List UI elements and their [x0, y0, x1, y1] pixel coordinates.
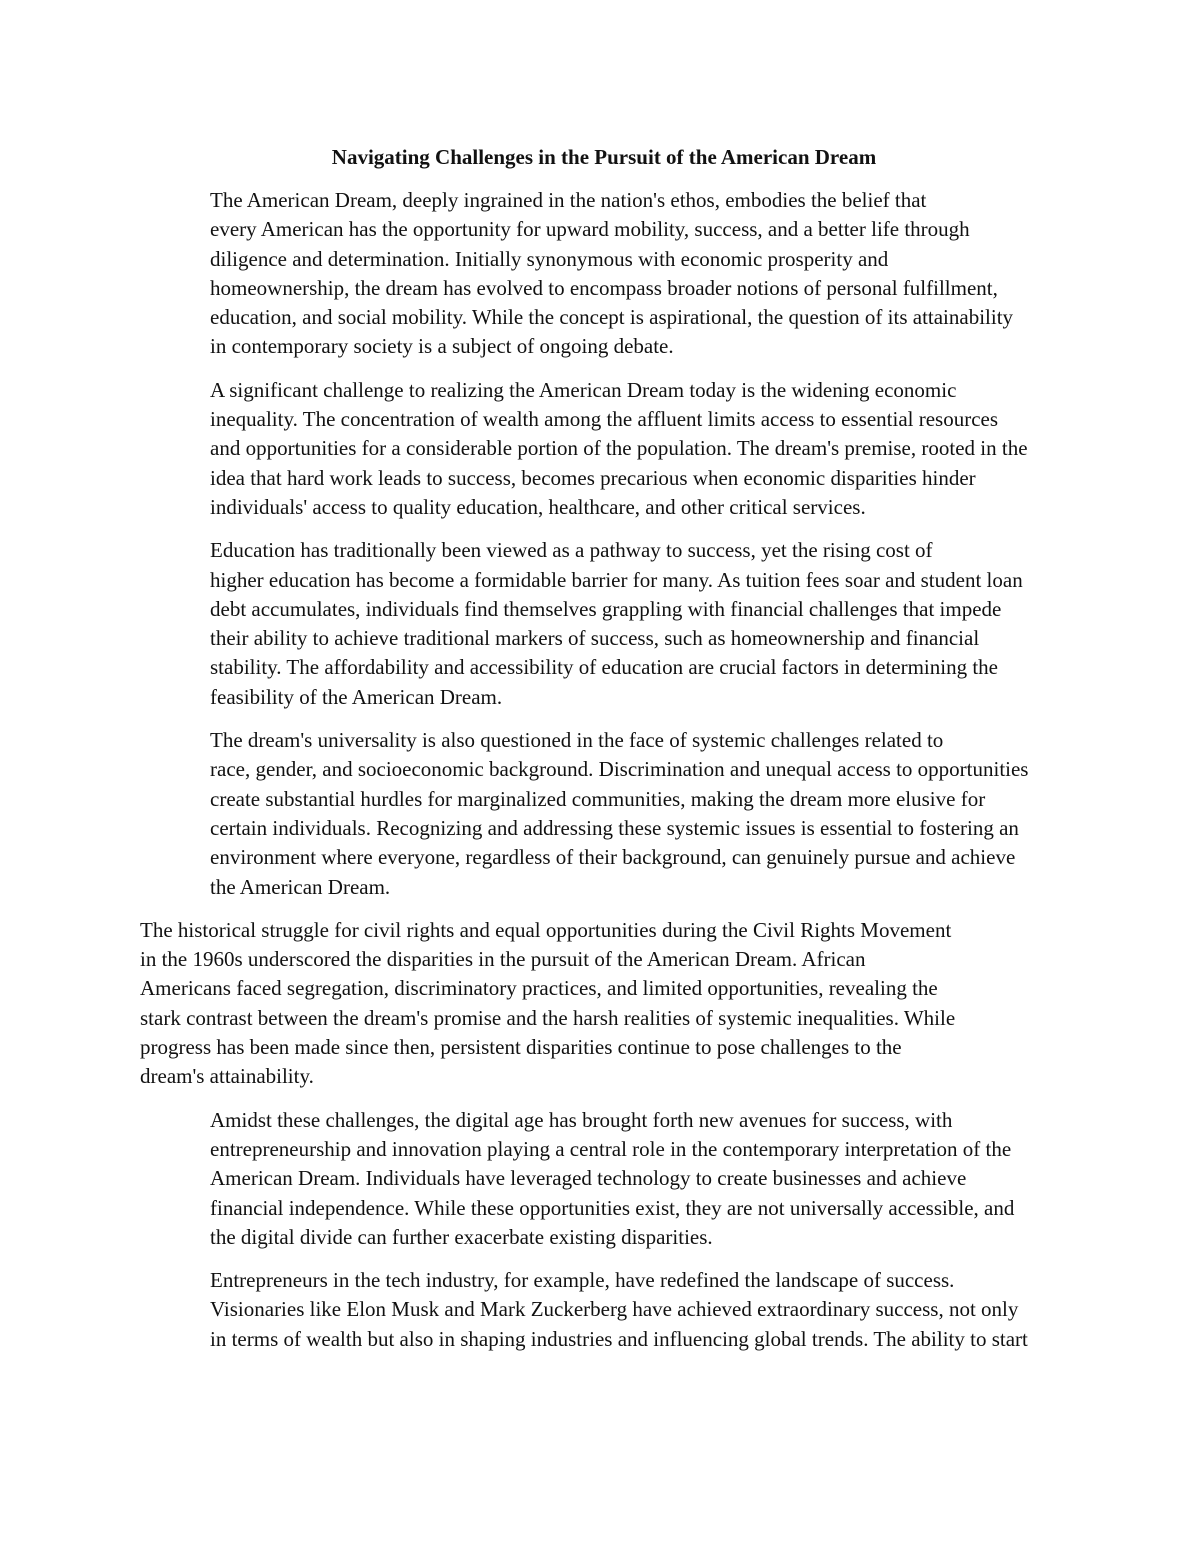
text-line: A significant challenge to realizing the American Dream today is the widening economic [210, 377, 957, 402]
text-line: the digital divide can further exacerbate existing disparities. [210, 1224, 713, 1249]
text-line: homeownership, the dream has evolved to encompass broader notions of personal fulfillment, [210, 275, 998, 300]
text-line: in contemporary society is a subject of ongoing debate. [210, 334, 674, 359]
text-line: race, gender, and socioeconomic background. Discrimination and unequal access to opportunities [210, 757, 1029, 782]
text-line: Americans faced segregation, discriminatory practices, and limited opportunities, revealing the [140, 976, 938, 1001]
text-line: in the 1960s underscored the disparities in the pursuit of the American Dream. African [140, 947, 866, 972]
text-line: The American Dream, deeply ingrained in the nation's ethos, embodies the belief that [210, 188, 927, 212]
text-line: The dream's universality is also questioned in the face of systemic challenges related to [210, 728, 944, 753]
text-line: debt accumulates, individuals find themselves grappling with financial challenges that impede [210, 596, 1002, 621]
paragraph [140, 916, 1068, 1092]
text-line: education, and social mobility. While the concept is aspirational, the question of its attainability [210, 305, 1014, 330]
paragraph [140, 1266, 1068, 1354]
paragraph [140, 376, 1068, 522]
text-line: feasibility of the American Dream. [210, 684, 503, 709]
text-line: dream's attainability. [140, 1064, 314, 1089]
text-line: Education has traditionally been viewed as a pathway to success, yet the rising cost of [210, 538, 933, 563]
text-line: the American Dream. [210, 874, 391, 899]
text-line: idea that hard work leads to success, becomes precarious when economic disparities hinder [210, 465, 976, 490]
text-line: stability. The affordability and accessibility of education are crucial factors in determining the [210, 655, 999, 680]
text-line: financial independence. While these opportunities exist, they are not universally accessible, and [210, 1195, 1015, 1220]
text-line: higher education has become a formidable barrier for many. As tuition fees soar and student loan [210, 567, 1023, 592]
text-line: environment where everyone, regardless of their background, can genuinely pursue and achieve [210, 845, 1016, 870]
text-line: individuals' access to quality education, healthcare, and other critical services. [210, 494, 866, 519]
text-line: stark contrast between the dream's promise and the harsh realities of systemic inequalities. While [140, 1005, 956, 1030]
paragraph-list [140, 186, 1068, 1354]
text-line: Visionaries like Elon Musk and Mark Zuckerberg have achieved extraordinary success, not only [210, 1297, 1019, 1322]
text-line: Entrepreneurs in the tech industry, for example, have redefined the landscape of success. [210, 1268, 955, 1293]
document-body [140, 143, 1068, 1368]
text-line: progress has been made since then, persistent disparities continue to pose challenges to the [140, 1035, 902, 1060]
text-line: every American has the opportunity for upward mobility, success, and a better life through [210, 217, 970, 242]
text-line: in terms of wealth but also in shaping industries and influencing global trends. The ability to start [210, 1326, 1028, 1351]
text-line: and opportunities for a considerable portion of the population. The dream's premise, rooted in the [210, 436, 1028, 461]
text-line: The historical struggle for civil rights and equal opportunities during the Civil Rights Movement [140, 917, 952, 942]
text-line: American Dream. Individuals have leveraged technology to create businesses and achieve [210, 1166, 967, 1191]
text-line: their ability to achieve traditional markers of success, such as homeownership and financial [210, 626, 980, 651]
text-line: Amidst these challenges, the digital age has brought forth new avenues for success, with [210, 1107, 953, 1132]
text-line: inequality. The concentration of wealth among the affluent limits access to essential resources [210, 407, 999, 432]
paragraph [140, 536, 1068, 712]
text-line: diligence and determination. Initially synonymous with economic prosperity and [210, 246, 889, 271]
paragraph [140, 186, 1068, 362]
text-line: entrepreneurship and innovation playing a central role in the contemporary interpretation of the [210, 1136, 1012, 1161]
text-line: certain individuals. Recognizing and addressing these systemic issues is essential to fostering an [210, 815, 1019, 840]
paragraph [140, 1106, 1068, 1252]
text-line: create substantial hurdles for marginalized communities, making the dream more elusive for [210, 786, 986, 811]
paragraph [140, 726, 1068, 902]
document-title: Navigating Challenges in the Pursuit of the American Dream [331, 145, 877, 169]
